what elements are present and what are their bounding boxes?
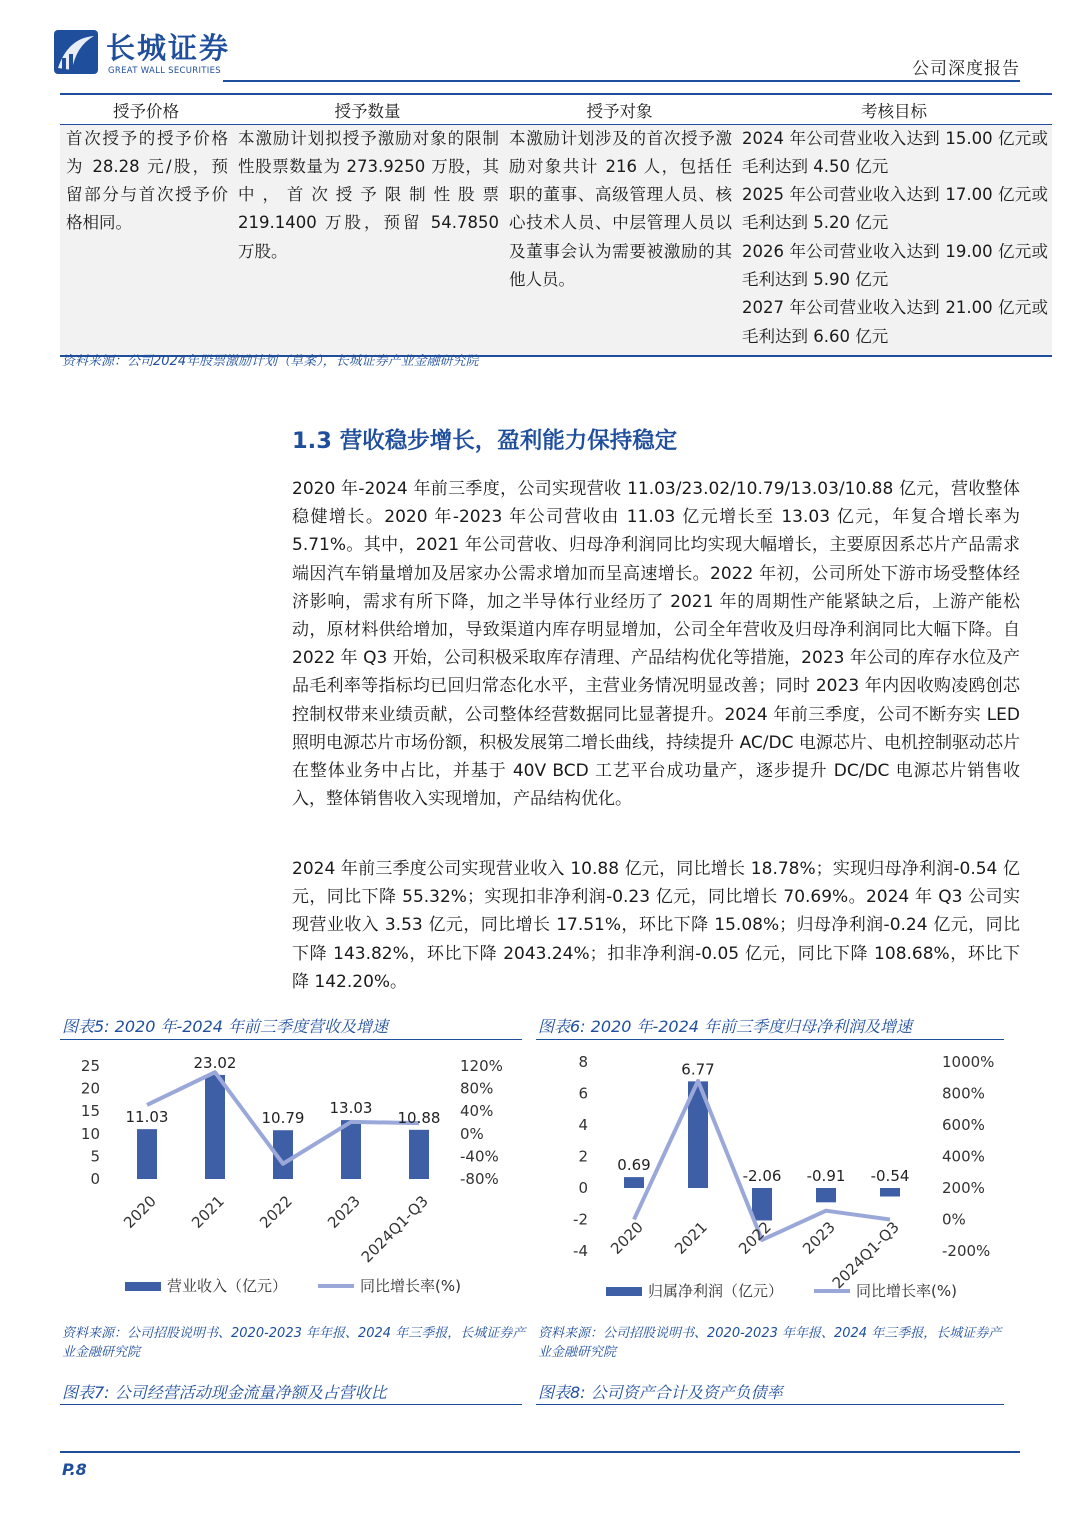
logo-english-name: GREAT WALL SECURITIES <box>108 66 221 76</box>
table-source-note: 资料来源：公司2024年股票激励计划（草案），长城证券产业金融研究院 <box>62 354 479 369</box>
y-right-tick: 400% <box>942 1147 985 1166</box>
report-type-label: 公司深度报告 <box>912 59 1020 79</box>
bar-2023 <box>341 1120 361 1179</box>
data-label: -2.06 <box>742 1167 782 1185</box>
cell-grant-price: 首次授予的授予价格为 28.28 元/股，预留部分与首次授予价格相同。 <box>60 124 232 356</box>
legend-bar-label: 归属净利润（亿元） <box>648 1282 784 1300</box>
x-tick-2022: 2022 <box>735 1218 775 1258</box>
legend-line-label: 同比增长率(%) <box>360 1277 461 1295</box>
y-left-tick: 5 <box>90 1147 100 1166</box>
col-header-price: 授予价格 <box>60 94 232 124</box>
footer-divider <box>60 1451 1020 1453</box>
y-right-tick: -80% <box>460 1170 499 1188</box>
y-left-tick: 0 <box>578 1179 588 1197</box>
legend-bar-label: 营业收入（亿元） <box>167 1277 288 1295</box>
y-left-tick: 6 <box>578 1084 588 1103</box>
revenue-chart <box>60 1042 522 1310</box>
profit-data-labels <box>617 1060 909 1185</box>
page-header <box>0 0 1080 88</box>
y-left-tick: 4 <box>578 1116 588 1134</box>
x-tick-2021: 2021 <box>671 1218 711 1258</box>
legend-line-label: 同比增长率(%) <box>856 1282 957 1300</box>
cell-grant-target: 本激励计划涉及的首次授予激励对象共计 216 人，包括任职的董事、高级管理人员、核心技术人员、中层管理人员以及董事会认为需要被激励的其他人员。 <box>503 124 736 356</box>
legend-bar-swatch <box>125 1282 161 1291</box>
body-paragraph-2: 2024 年前三季度公司实现营业收入 10.88 亿元，同比增长 18.78%；实现归母净利润-0.54 亿元，同比下降 55.32%；实现扣非净利润-0.23 亿元，同比增长 70.69%。2024 年 Q3 公司实现营业收入 3.53 亿元，同比增长 17.51%，环比下降 15.08%；归母净利润-0.24 亿元，同比下降 143.82%，环比下降 2043.24%；扣非净利润-0.05 亿元，同比下降 108.68%，环比下降 142.20%。 <box>292 859 1020 992</box>
data-label: 10.79 <box>261 1109 305 1128</box>
y-right-tick: 200% <box>942 1179 985 1197</box>
col-header-target: 授予对象 <box>503 94 736 124</box>
figure-6-rule <box>536 1039 1004 1040</box>
profit-legend <box>606 1282 957 1300</box>
y-left-tick: 8 <box>578 1053 588 1071</box>
table-header-row <box>60 94 1052 124</box>
goal-2026: 2026 年公司营业收入达到 19.00 亿元或毛利达到 5.90 亿元 <box>742 241 1048 289</box>
data-label: 23.02 <box>193 1053 237 1072</box>
x-tick-2022: 2022 <box>256 1192 296 1232</box>
profit-left-axis <box>573 1053 588 1260</box>
bar-2024Q1-Q3 <box>409 1130 429 1179</box>
data-label: 11.03 <box>125 1108 169 1127</box>
x-tick-2024Q1-Q3: 2024Q1-Q3 <box>828 1218 903 1293</box>
y-right-tick: -40% <box>460 1147 499 1166</box>
y-right-tick: 40% <box>460 1102 494 1121</box>
y-right-tick: -200% <box>942 1242 991 1260</box>
y-right-tick: 800% <box>942 1084 985 1103</box>
table-row <box>60 124 1052 356</box>
data-label: 0.69 <box>617 1156 651 1175</box>
y-right-tick: 120% <box>460 1057 503 1075</box>
legend-bar-swatch <box>606 1287 642 1296</box>
y-left-tick: 0 <box>90 1170 100 1188</box>
data-label: 13.03 <box>329 1099 373 1118</box>
great-wall-logo-icon <box>54 30 98 74</box>
y-left-tick: 10 <box>80 1124 100 1143</box>
cell-assessment-goals <box>736 124 1052 356</box>
y-left-tick: 25 <box>80 1057 100 1075</box>
y-right-tick: 0% <box>942 1210 966 1229</box>
goal-2027: 2027 年公司营业收入达到 21.00 亿元或毛利达到 6.60 亿元 <box>742 298 1048 346</box>
figure-6-source: 资料来源：公司招股说明书、2020-2023 年年报、2024 年三季报，长城证券产业金融研究院 <box>538 1326 1002 1360</box>
figure-7-rule <box>60 1404 522 1405</box>
bar-2021 <box>205 1075 225 1179</box>
y-left-tick: 2 <box>578 1147 588 1166</box>
body-paragraph-1: 2020 年-2024 年前三季度，公司实现营收 11.03/23.02/10.79/13.03/10.88 亿元，营收整体稳健增长。2020 年-2023 年公司营收由 11.03 亿元增长至 13.03 亿元，年复合增长率为 5.71%。其中，2021 年公司营收、归母净利润同比均实现大幅增长，主要原因系芯片产品需求端因汽车销量增加及居家办公需求增加而呈高速增长。2022 年初，公司所处下游市场受整体经济影响，需求有所下降，加之半导体行业经历了 2021 年的周期性产能紧缺之后，上游产能松动，原材料供给增加，导致渠道内库存明显增加，公司全年营收及归母净利润同比大幅下降。自 2022 年 Q3 开始，公司积极采取库存清理、产品结构优化等措施，2023 年公司的库存水位及产品毛利率等指标均已回归常态化水平，主营业务情况明显改善；同时 2023 年内因收购凌鸥创芯控制权带来业绩贡献，公司整体经营数据同比显著提升。2024 年前三季度，公司不断夯实 LED 照明电源芯片市场份额，积极发展第二增长曲线，持续提升 AC/DC 电源芯片、电机控制驱动芯片在整体业务中占比，并基于 40V BCD 工艺平台成功量产，逐步提升 DC/DC 电源芯片销售收入，整体销售收入实现增加，产品结构优化。 <box>292 479 1020 810</box>
x-tick-2021: 2021 <box>188 1192 228 1232</box>
net-profit-chart <box>536 1042 1004 1310</box>
header-divider <box>223 80 1020 82</box>
bar-2020 <box>624 1177 644 1188</box>
revenue-left-axis <box>81 1057 100 1188</box>
bar-2024Q1-Q3 <box>880 1188 900 1197</box>
data-label: 10.88 <box>397 1108 441 1127</box>
figure-8-rule <box>536 1404 1004 1405</box>
x-tick-2020: 2020 <box>607 1218 647 1258</box>
data-label: 6.77 <box>681 1060 715 1079</box>
bar-2020 <box>137 1129 157 1179</box>
y-left-tick: 20 <box>80 1079 100 1098</box>
x-tick-2023: 2023 <box>324 1192 364 1232</box>
y-left-tick: -2 <box>573 1210 588 1229</box>
figure-7-title: 图表7: 公司经营活动现金流量净额及占营收比 <box>62 1383 387 1402</box>
col-header-quantity: 授予数量 <box>232 94 503 124</box>
figure-8-title: 图表8: 公司资产合计及资产负债率 <box>538 1383 783 1402</box>
y-right-tick: 1000% <box>942 1053 995 1071</box>
y-right-tick: 600% <box>942 1116 985 1134</box>
figure-5-rule <box>60 1039 522 1040</box>
data-label: -0.54 <box>870 1167 910 1185</box>
cell-grant-quantity: 本激励计划拟授予激励对象的限制性股票数量为 273.9250 万股，其中，首次授予限制性股票 219.1400 万股，预留 54.7850 万股。 <box>232 124 503 356</box>
y-left-tick: -4 <box>573 1242 588 1260</box>
bar-2022 <box>752 1188 772 1220</box>
y-right-tick: 0% <box>460 1124 484 1143</box>
y-right-tick: 80% <box>460 1079 494 1098</box>
bar-2023 <box>816 1188 836 1202</box>
profit-right-axis <box>942 1053 994 1260</box>
data-label: -0.91 <box>806 1167 846 1185</box>
x-tick-2024Q1-Q3: 2024Q1-Q3 <box>357 1192 432 1267</box>
goal-2024: 2024 年公司营业收入达到 15.00 亿元或毛利达到 4.50 亿元 <box>742 128 1048 176</box>
figure-5-title: 图表5: 2020 年-2024 年前三季度营收及增速 <box>62 1017 389 1036</box>
col-header-goals: 考核目标 <box>736 94 1052 124</box>
x-tick-2020: 2020 <box>120 1192 160 1232</box>
logo-chinese-name: 长城证券 <box>106 31 231 65</box>
figure-5-source: 资料来源：公司招股说明书、2020-2023 年年报、2024 年三季报，长城证券产业金融研究院 <box>62 1326 526 1360</box>
revenue-x-axis <box>120 1192 432 1266</box>
revenue-legend <box>125 1277 461 1295</box>
section-heading: 1.3 营收稳步增长，盈利能力保持稳定 <box>292 428 678 454</box>
page-number: P.8 <box>62 1460 87 1479</box>
y-left-tick: 15 <box>80 1102 100 1121</box>
goal-2025: 2025 年公司营业收入达到 17.00 亿元或毛利达到 5.20 亿元 <box>742 185 1048 233</box>
revenue-right-axis <box>460 1057 503 1188</box>
incentive-plan-table <box>60 93 1052 357</box>
figure-6-title: 图表6: 2020 年-2024 年前三季度归母净利润及增速 <box>538 1017 913 1036</box>
x-tick-2023: 2023 <box>799 1218 839 1258</box>
